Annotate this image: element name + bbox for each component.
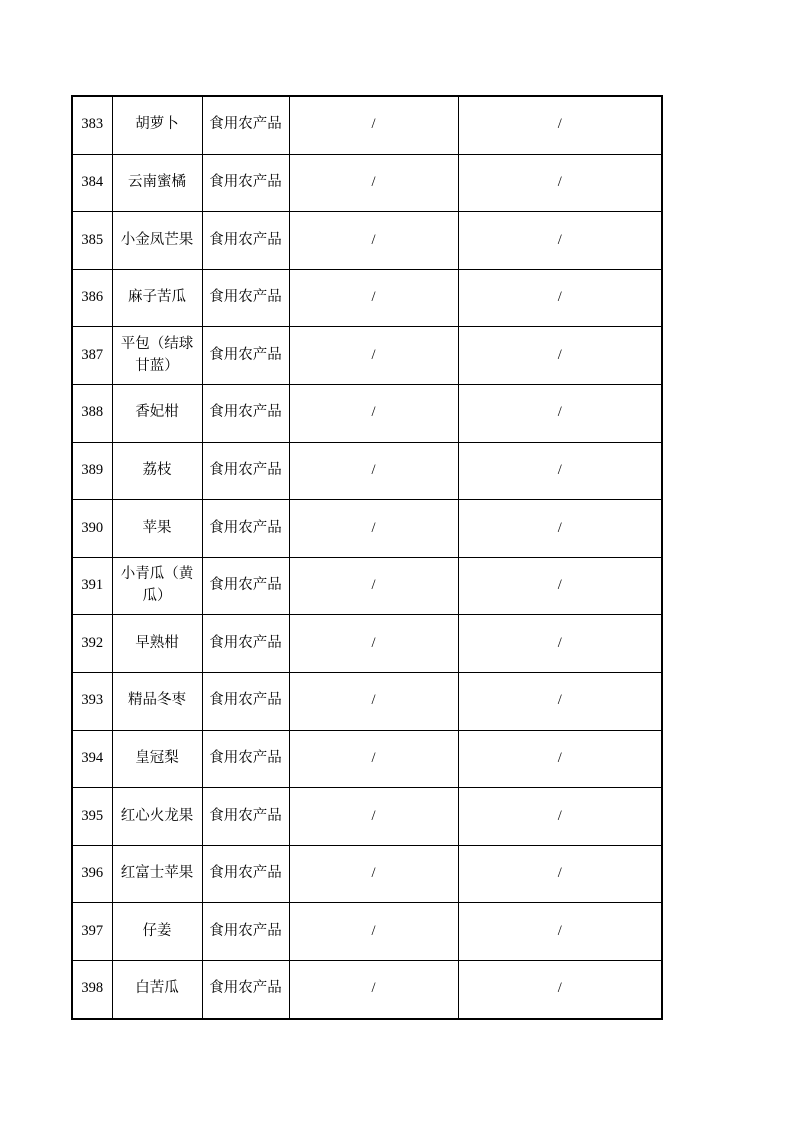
table-row <box>72 960 662 1018</box>
cell-category: 食用农产品 <box>202 500 289 558</box>
product-table-body <box>72 96 662 1019</box>
cell-col-5: / <box>458 500 662 558</box>
cell-product-name: 白苦瓜 <box>112 960 202 1018</box>
cell-product-name: 精品冬枣 <box>112 672 202 730</box>
cell-row-number: 398 <box>72 960 112 1018</box>
cell-product-name: 红富士苹果 <box>112 845 202 903</box>
table-row <box>72 384 662 442</box>
cell-col-5: / <box>458 730 662 788</box>
cell-col-4: / <box>289 500 458 558</box>
cell-col-5: / <box>458 269 662 327</box>
table-row <box>72 96 662 154</box>
cell-product-name: 麻子苦瓜 <box>112 269 202 327</box>
cell-col-5: / <box>458 327 662 385</box>
table-row <box>72 212 662 270</box>
table-row <box>72 903 662 961</box>
cell-category: 食用农产品 <box>202 269 289 327</box>
cell-category: 食用农产品 <box>202 960 289 1018</box>
cell-col-5: / <box>458 384 662 442</box>
cell-col-4: / <box>289 96 458 154</box>
cell-category: 食用农产品 <box>202 212 289 270</box>
cell-col-5: / <box>458 672 662 730</box>
cell-row-number: 393 <box>72 672 112 730</box>
cell-row-number: 385 <box>72 212 112 270</box>
cell-row-number: 389 <box>72 442 112 500</box>
cell-category: 食用农产品 <box>202 672 289 730</box>
cell-category: 食用农产品 <box>202 903 289 961</box>
cell-category: 食用农产品 <box>202 96 289 154</box>
cell-col-4: / <box>289 615 458 673</box>
table-row <box>72 442 662 500</box>
cell-category: 食用农产品 <box>202 845 289 903</box>
cell-row-number: 394 <box>72 730 112 788</box>
cell-product-name: 红心火龙果 <box>112 788 202 846</box>
cell-row-number: 384 <box>72 154 112 212</box>
cell-row-number: 391 <box>72 557 112 615</box>
cell-product-name: 小金凤芒果 <box>112 212 202 270</box>
cell-col-4: / <box>289 788 458 846</box>
table-row <box>72 730 662 788</box>
table-row <box>72 788 662 846</box>
cell-col-4: / <box>289 845 458 903</box>
cell-col-5: / <box>458 154 662 212</box>
cell-row-number: 387 <box>72 327 112 385</box>
cell-col-4: / <box>289 327 458 385</box>
table-row <box>72 845 662 903</box>
cell-product-name: 荔枝 <box>112 442 202 500</box>
cell-row-number: 395 <box>72 788 112 846</box>
product-table <box>71 95 663 1020</box>
cell-col-5: / <box>458 212 662 270</box>
cell-col-5: / <box>458 845 662 903</box>
cell-col-5: / <box>458 557 662 615</box>
table-row <box>72 269 662 327</box>
cell-category: 食用农产品 <box>202 788 289 846</box>
cell-product-name: 平包（结球甘蓝） <box>112 327 202 385</box>
table-row <box>72 327 662 385</box>
cell-product-name: 早熟柑 <box>112 615 202 673</box>
cell-col-5: / <box>458 960 662 1018</box>
cell-row-number: 388 <box>72 384 112 442</box>
table-row <box>72 500 662 558</box>
cell-row-number: 397 <box>72 903 112 961</box>
cell-product-name: 苹果 <box>112 500 202 558</box>
cell-category: 食用农产品 <box>202 557 289 615</box>
cell-col-4: / <box>289 212 458 270</box>
cell-col-5: / <box>458 96 662 154</box>
cell-category: 食用农产品 <box>202 615 289 673</box>
cell-col-4: / <box>289 269 458 327</box>
cell-product-name: 香妃柑 <box>112 384 202 442</box>
cell-product-name: 皇冠梨 <box>112 730 202 788</box>
table-row <box>72 154 662 212</box>
cell-row-number: 383 <box>72 96 112 154</box>
table-row <box>72 557 662 615</box>
cell-product-name: 云南蜜橘 <box>112 154 202 212</box>
cell-col-5: / <box>458 442 662 500</box>
cell-category: 食用农产品 <box>202 327 289 385</box>
cell-product-name: 小青瓜（黄瓜） <box>112 557 202 615</box>
cell-row-number: 396 <box>72 845 112 903</box>
table-row <box>72 615 662 673</box>
cell-category: 食用农产品 <box>202 442 289 500</box>
cell-col-4: / <box>289 384 458 442</box>
cell-category: 食用农产品 <box>202 154 289 212</box>
cell-product-name: 胡萝卜 <box>112 96 202 154</box>
cell-col-5: / <box>458 615 662 673</box>
cell-col-4: / <box>289 903 458 961</box>
cell-col-4: / <box>289 672 458 730</box>
cell-col-5: / <box>458 903 662 961</box>
cell-category: 食用农产品 <box>202 384 289 442</box>
cell-col-4: / <box>289 154 458 212</box>
cell-product-name: 仔姜 <box>112 903 202 961</box>
cell-col-4: / <box>289 730 458 788</box>
cell-row-number: 392 <box>72 615 112 673</box>
cell-col-5: / <box>458 788 662 846</box>
cell-col-4: / <box>289 960 458 1018</box>
table-row <box>72 672 662 730</box>
cell-col-4: / <box>289 557 458 615</box>
cell-category: 食用农产品 <box>202 730 289 788</box>
cell-col-4: / <box>289 442 458 500</box>
cell-row-number: 390 <box>72 500 112 558</box>
cell-row-number: 386 <box>72 269 112 327</box>
